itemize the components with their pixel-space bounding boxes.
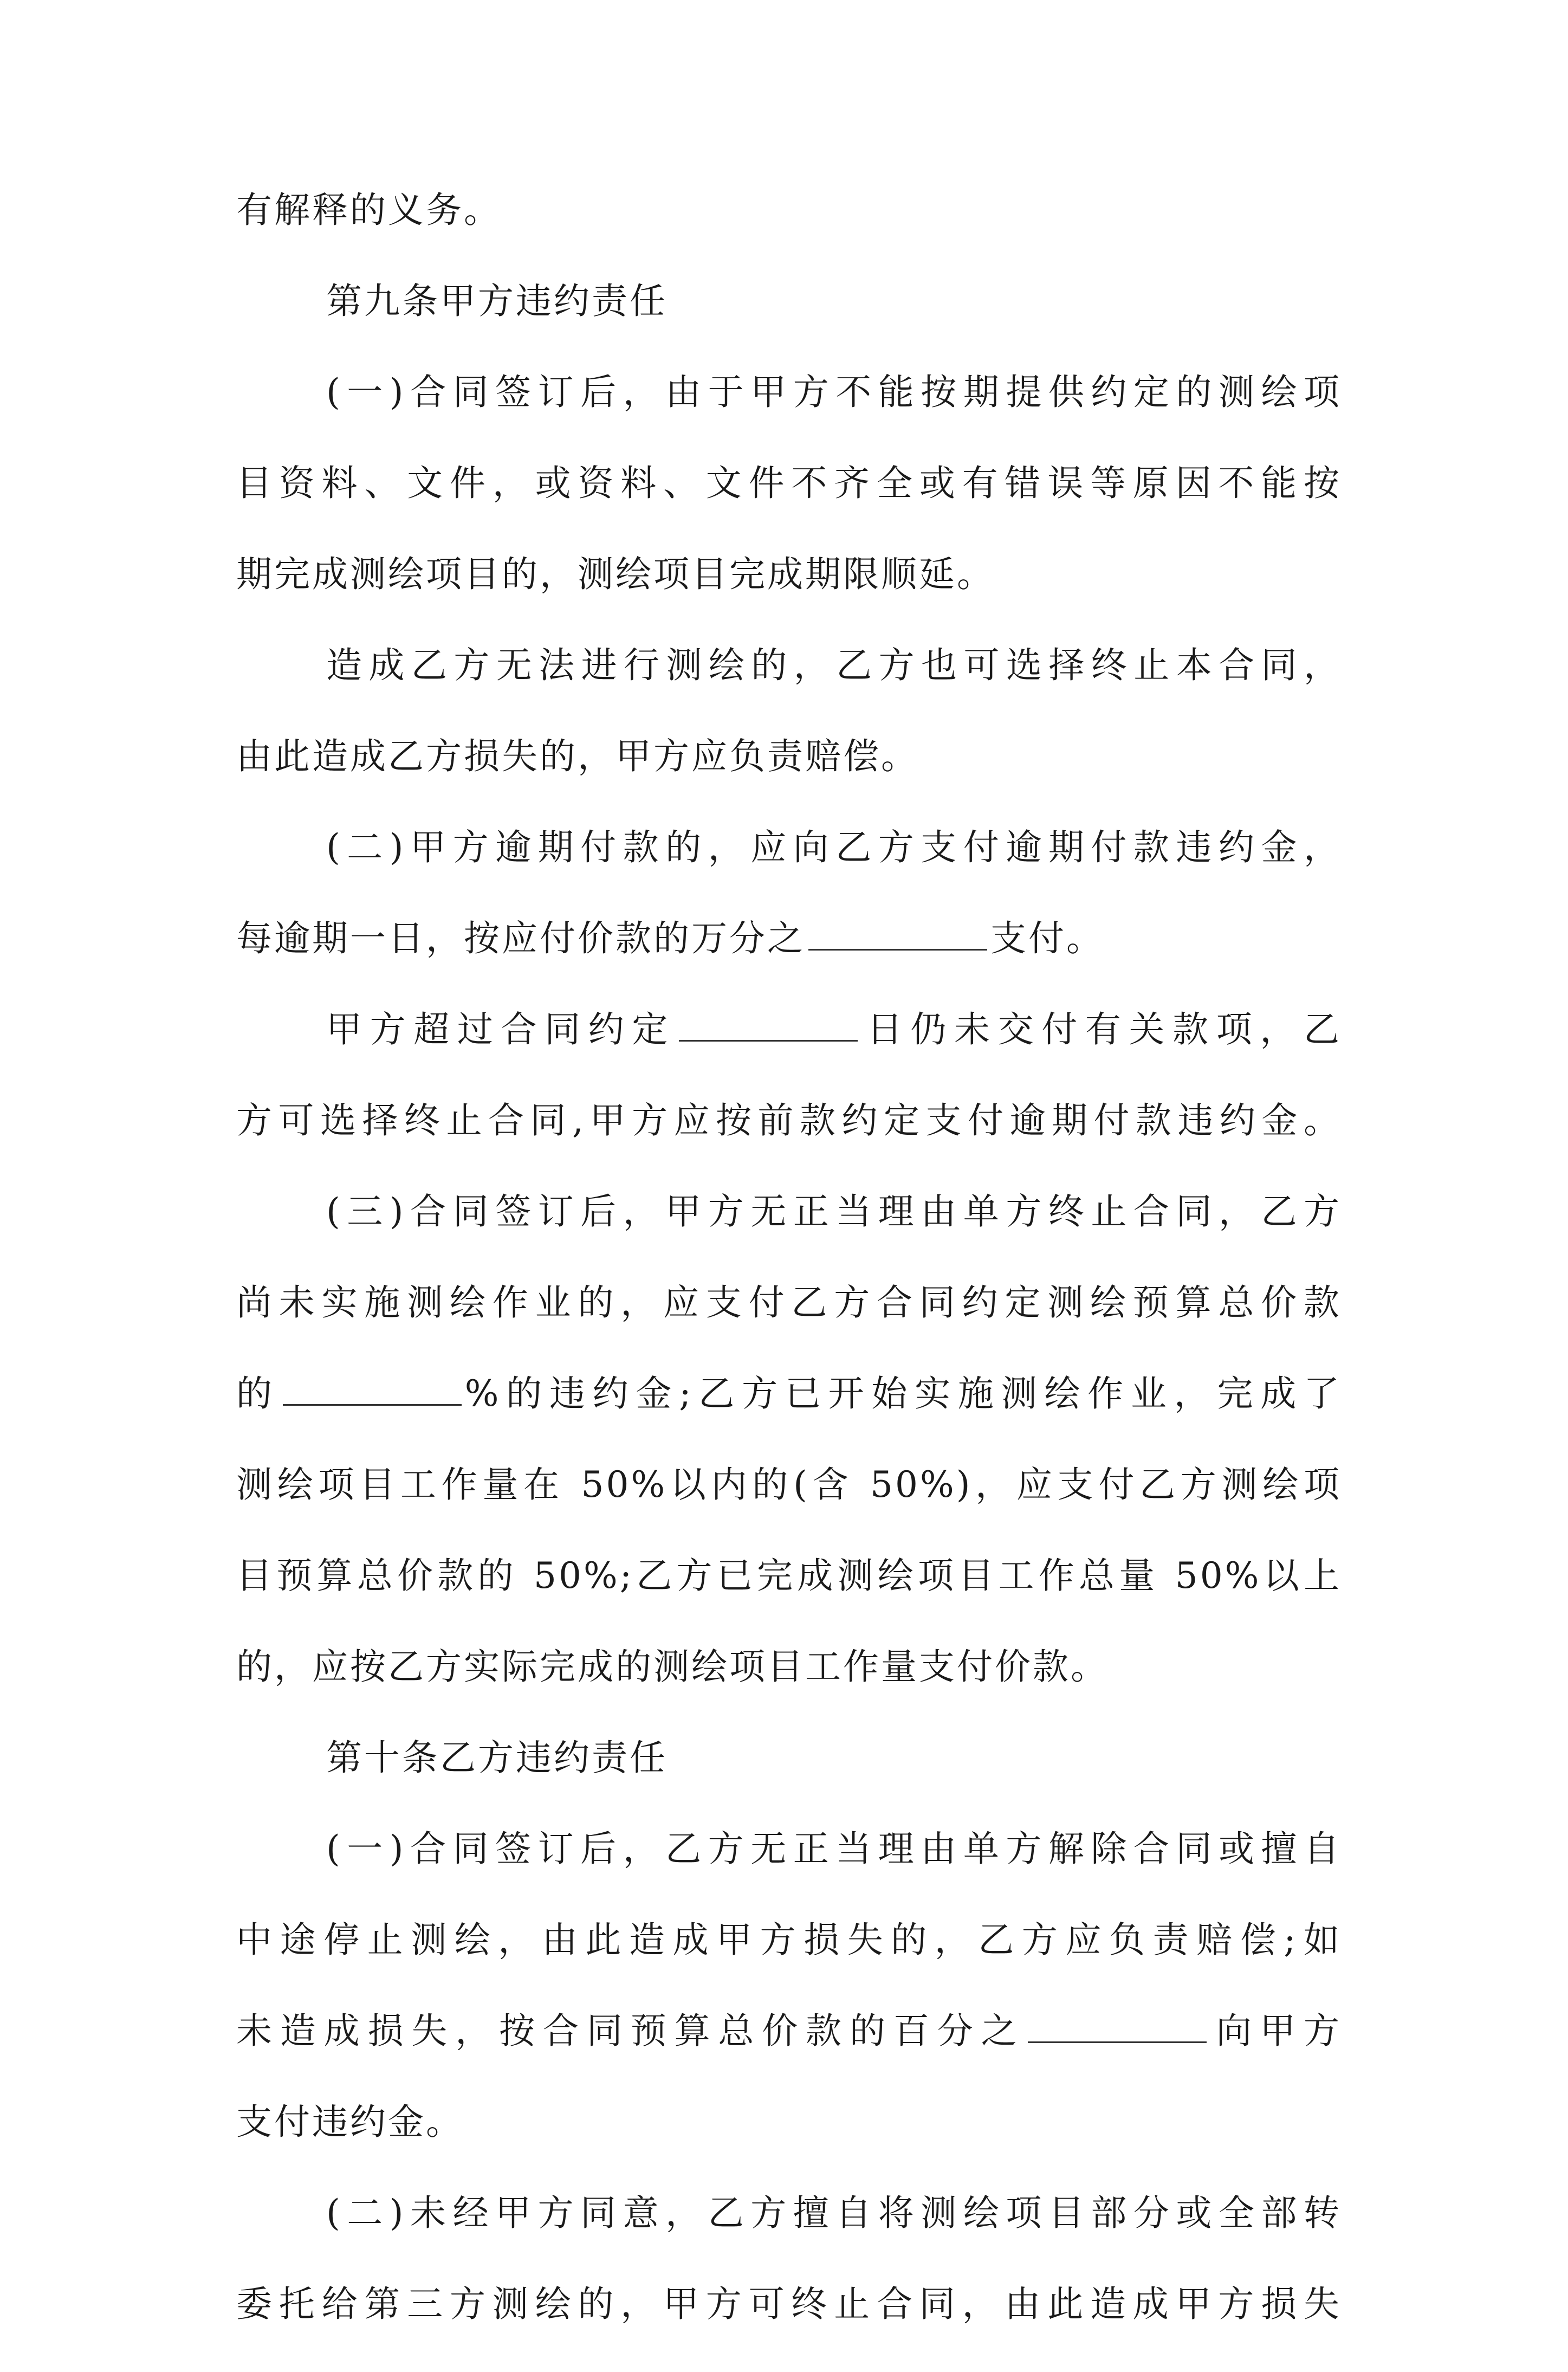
text-line [236,1188,1342,1235]
text-line [236,1553,1342,1599]
text-line [236,1826,1342,1872]
text-segment: (二)未经甲方同意，乙方擅自将测绘项目部分或全部转 [326,2192,1342,2234]
fill-in-blank[interactable] [1028,2009,1207,2043]
text-segment: 的，应按乙方实际完成的测绘项目工作量支付价款。 [236,1646,1109,1688]
text-segment: (一)合同签订后，乙方无正当理由单方解除合同或擅自 [326,1828,1342,1870]
text-segment: 未造成损失，按合同预算总价款的百分之 [236,2010,1025,2052]
text-segment: 测绘项目工作量在 50%以内的(含 50%)，应支付乙方测绘项 [236,1464,1342,1505]
text-line [236,551,1342,597]
text-segment: 中途停止测绘，由此造成甲方损失的，乙方应负责赔偿;如 [236,1919,1342,1961]
text-segment: 每逾期一日，按应付价款的万分之 [236,917,805,959]
text-line [236,2281,1342,2327]
text-segment: 有解释的义务。 [236,189,502,231]
text-line [236,2099,1342,2145]
text-line [236,1917,1342,1963]
text-segment: 的 [236,1373,280,1414]
text-line [236,1644,1342,1690]
text-line [236,1279,1342,1326]
fill-in-blank[interactable] [283,1372,462,1406]
text-line [236,369,1342,415]
text-line [236,460,1342,506]
text-segment: 目预算总价款的 50%;乙方已完成测绘项目工作总量 50%以上 [236,1555,1342,1597]
text-line [236,1735,1342,1781]
text-line [236,642,1342,688]
text-segment: 支付违约金。 [236,2101,464,2143]
text-segment: 期完成测绘项目的，测绘项目完成期限顺延。 [236,553,995,595]
text-line [236,1462,1342,1508]
fill-in-blank[interactable] [808,916,987,951]
text-line [236,1371,1342,1417]
text-line [236,915,1342,961]
text-segment: 目资料、文件，或资料、文件不齐全或有错误等原因不能按 [236,462,1342,504]
text-line [236,278,1342,324]
text-segment: 甲方超过合同约定 [326,1009,676,1050]
text-line [236,187,1342,233]
text-segment: 委托给第三方测绘的，甲方可终止合同，由此造成甲方损失 [236,2283,1342,2325]
text-segment: 支付。 [990,917,1104,959]
text-segment: 向甲方 [1210,2010,1342,2052]
text-segment: %的违约金;乙方已开始实施测绘作业，完成了 [464,1373,1342,1414]
document-body [236,187,1342,2372]
text-line [236,2008,1342,2054]
text-segment: 第十条乙方违约责任 [326,1737,668,1779]
text-segment: (一)合同签订后，由于甲方不能按期提供约定的测绘项 [326,371,1342,413]
text-segment: (三)合同签订后，甲方无正当理由单方终止合同，乙方 [326,1191,1342,1232]
text-segment: (二)甲方逾期付款的，应向乙方支付逾期付款违约金， [326,826,1342,868]
text-line [236,1006,1342,1052]
fill-in-blank[interactable] [679,1007,858,1042]
text-line [236,733,1342,779]
text-segment: 方可选择终止合同,甲方应按前款约定支付逾期付款违约金。 [236,1100,1342,1141]
text-line [236,824,1342,870]
text-segment: 第九条甲方违约责任 [326,280,668,322]
text-segment: 日仍未交付有关款项，乙 [861,1009,1342,1050]
text-segment: 尚未实施测绘作业的，应支付乙方合同约定测绘预算总价款 [236,1282,1342,1323]
text-line [236,2190,1342,2236]
text-segment: 造成乙方无法进行测绘的，乙方也可选择终止本合同， [326,644,1342,686]
text-line [236,1097,1342,1143]
text-segment: 由此造成乙方损失的，甲方应负责赔偿。 [236,735,919,777]
